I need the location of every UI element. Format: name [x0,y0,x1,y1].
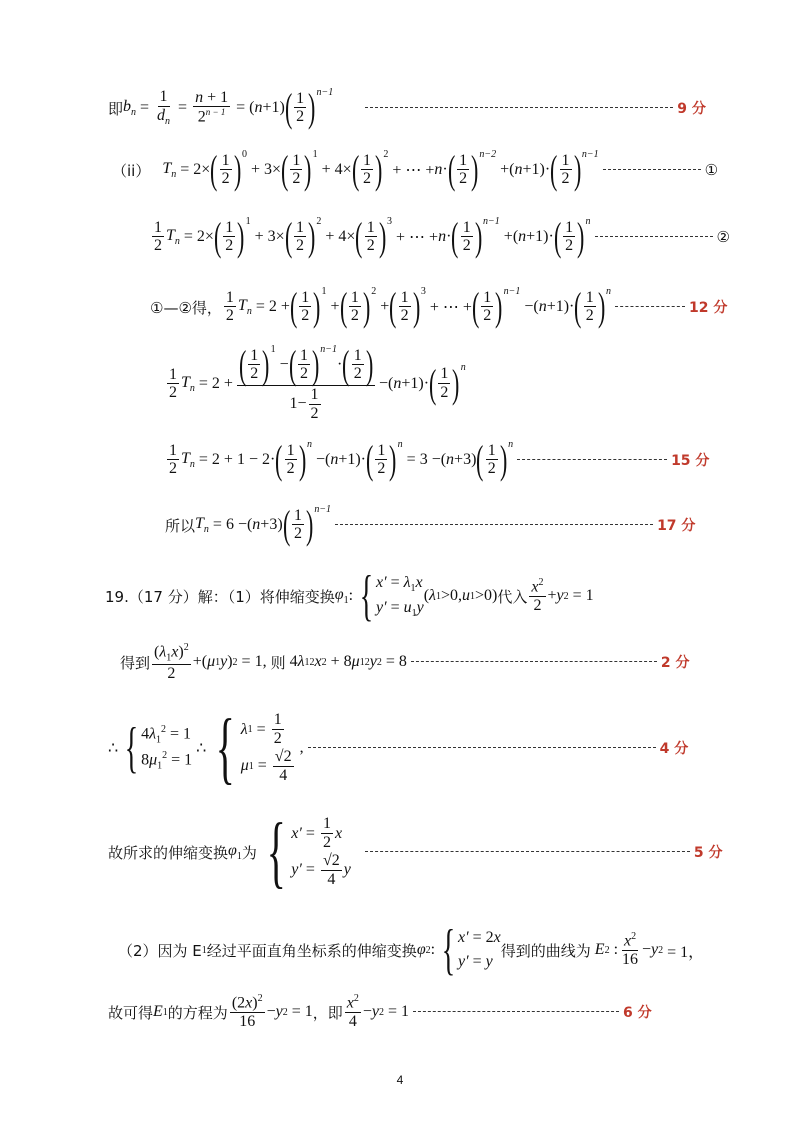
transform-mid: 为 [241,843,257,862]
result-prefix: 所以 [165,516,196,535]
line-geometric-sum: $\frac{1}{2}$ $T_n$ = 2 + ( $\frac{1}{2}$ ) $^1$ − ( $\frac{1}{2}$ ) $^{n-1}$ · ( $\frac{1}{2}$ ) 1− $\frac{1}{2}$ −( n +1)· ( $\frac{1}{2}$ ) $^n$ [169,342,466,422]
line-simplified: $\frac{1}{2}$ $T_n$ = 2 + 1 − 2· ( $\frac{1}{2}$ ) $^n$ −( n +1)· ( $\frac{1}{2}$ ) $^n$ = 3 −( n +3) ( $\frac{1}{2}$ ) $^n$ 15 分 [169,437,710,482]
page-number: 4 [396,1073,404,1087]
part-ii-label: （ii） [112,161,151,180]
line-solve: ∴ { $4\lambda_1^2 = 1$ $8\mu_1^2 = 1$ ∴ { λ 1 = $\frac{1}{2}$ μ 1 = $\frac{√2}{4}$ , 4 分 [108,704,689,792]
line-half-tn: $\frac{1}{2}$ $T_n$ = 2× ( $\frac{1}{2}$ ) $^1$ + 3× ( $\frac{1}{2}$ ) $^2$ + 4× ( $\frac{1}{2}$ ) $^3$ + ⋯ + n · ( $\frac{1}{2}$ ) $^{n-1}$ +( n +1)· ( $\frac{1}{2}$ ) $^n$ ② [154,214,730,259]
score-6: 6 分 [623,1005,652,1022]
q19-mid-text: 代入 [497,587,528,606]
transform-prefix: 故所求的伸缩变换 [108,843,229,862]
subtract-prefix: ①—②得， [150,298,222,317]
e1-mid2: ，即 [312,1003,343,1022]
e1-mid: 的方程为 [167,1003,228,1022]
q19-heading: 19.（17 分）解：（1）将伸缩变换 $\varphi_1$ : { $x' = \lambda_1x$ $y' = u_1y$ ( λ 1 >0, u 1 >0) 代入 $\frac{x^2}{2}$ + y 2 = 1 [105,565,594,627]
score-12: 12 分 [689,300,728,316]
q19-head-text: 19.（17 分）解：（1）将伸缩变换 [105,587,335,606]
score-15: 15 分 [671,453,710,469]
part2-prefix: （2）因为 E [118,941,202,960]
line-transform-answer: 故所求的伸缩变换 $\varphi_1$ 为 { x′ = $\frac{1}{2}$ x y′ = $\frac{√2}{4}$ y 5 分 [108,808,723,896]
substitute-mid: 则 [270,653,286,672]
line-e1-equation: 故可得 E 1 的方程为 $\frac{(2x)^2}{16}$ − y 2 = 1 ，即 $\frac{x^2}{4}$ − y 2 = 1 6 分 [108,993,652,1030]
score-2: 2 分 [660,655,690,672]
line-bn-prefix: 即 [108,99,124,118]
score-4: 4 分 [659,741,689,757]
e1-prefix: 故可得 [108,1003,154,1022]
line-part2: （2）因为 E 1 经过平面直角坐标系的伸缩变换 φ 2 : { x′ = 2x y′ = y 得到的曲线为 E 2 : $\frac{x^2}{16}$ − y 2 = 1， [118,919,705,981]
part2-mid2: 得到的曲线为 [500,941,591,960]
equation-mark-2: ② [716,228,730,246]
score-17: 17 分 [657,518,696,534]
line-result: 所以 $T_n$ = 6 −( n +3) ( $\frac{1}{2}$ ) $^{n-1}$ 17 分 [165,502,696,547]
line-tn: （ii） $T_n$ = 2× ( $\frac{1}{2}$ ) $^0$ + 3× ( $\frac{1}{2}$ ) $^1$ + 4× ( $\frac{1}{2}$ ) $^2$ + ⋯ + n · ( $\frac{1}{2}$ ) $^{n-2}$ +( n +1)· ( $\frac{1}{2}$ ) $^{n-1}$ ① [112,147,719,192]
equation-mark-1: ① [704,161,719,179]
score-5: 5 分 [693,845,723,861]
line-bn: 即 $b_n$ = $\frac{1}{d_n}$ = $\frac{n + 1}{2^{n - 1}}$ = ( n +1) ( $\frac{1}{2}$ ) $^{n-1}$ 9 分 [108,85,706,130]
part2-mid: 经过平面直角坐标系的伸缩变换 [206,941,417,960]
substitute-prefix: 得到 [120,653,151,672]
line-subtract: ①—②得， $\frac{1}{2}$ $T_n$ = 2 + ( $\frac{1}{2}$ ) $^1$ + ( $\frac{1}{2}$ ) $^2$ + ( $\frac{1}{2}$ ) $^3$ + ⋯ + ( $\frac{1}{2}$ ) $^{n-1}$ −( n +1)· ( $\frac{1}{2}$ ) $^n$ 12 分 [150,284,728,329]
line-substitute: 得到 $\frac{(\lambda_1x)^2}{2}$ +( μ 1 y ) 2 = 1, 则 4 λ 1 2 x 2 + 8 μ 1 2 y 2 = 8 2 分 [120,642,690,682]
score-9: 9 分 [677,101,706,117]
